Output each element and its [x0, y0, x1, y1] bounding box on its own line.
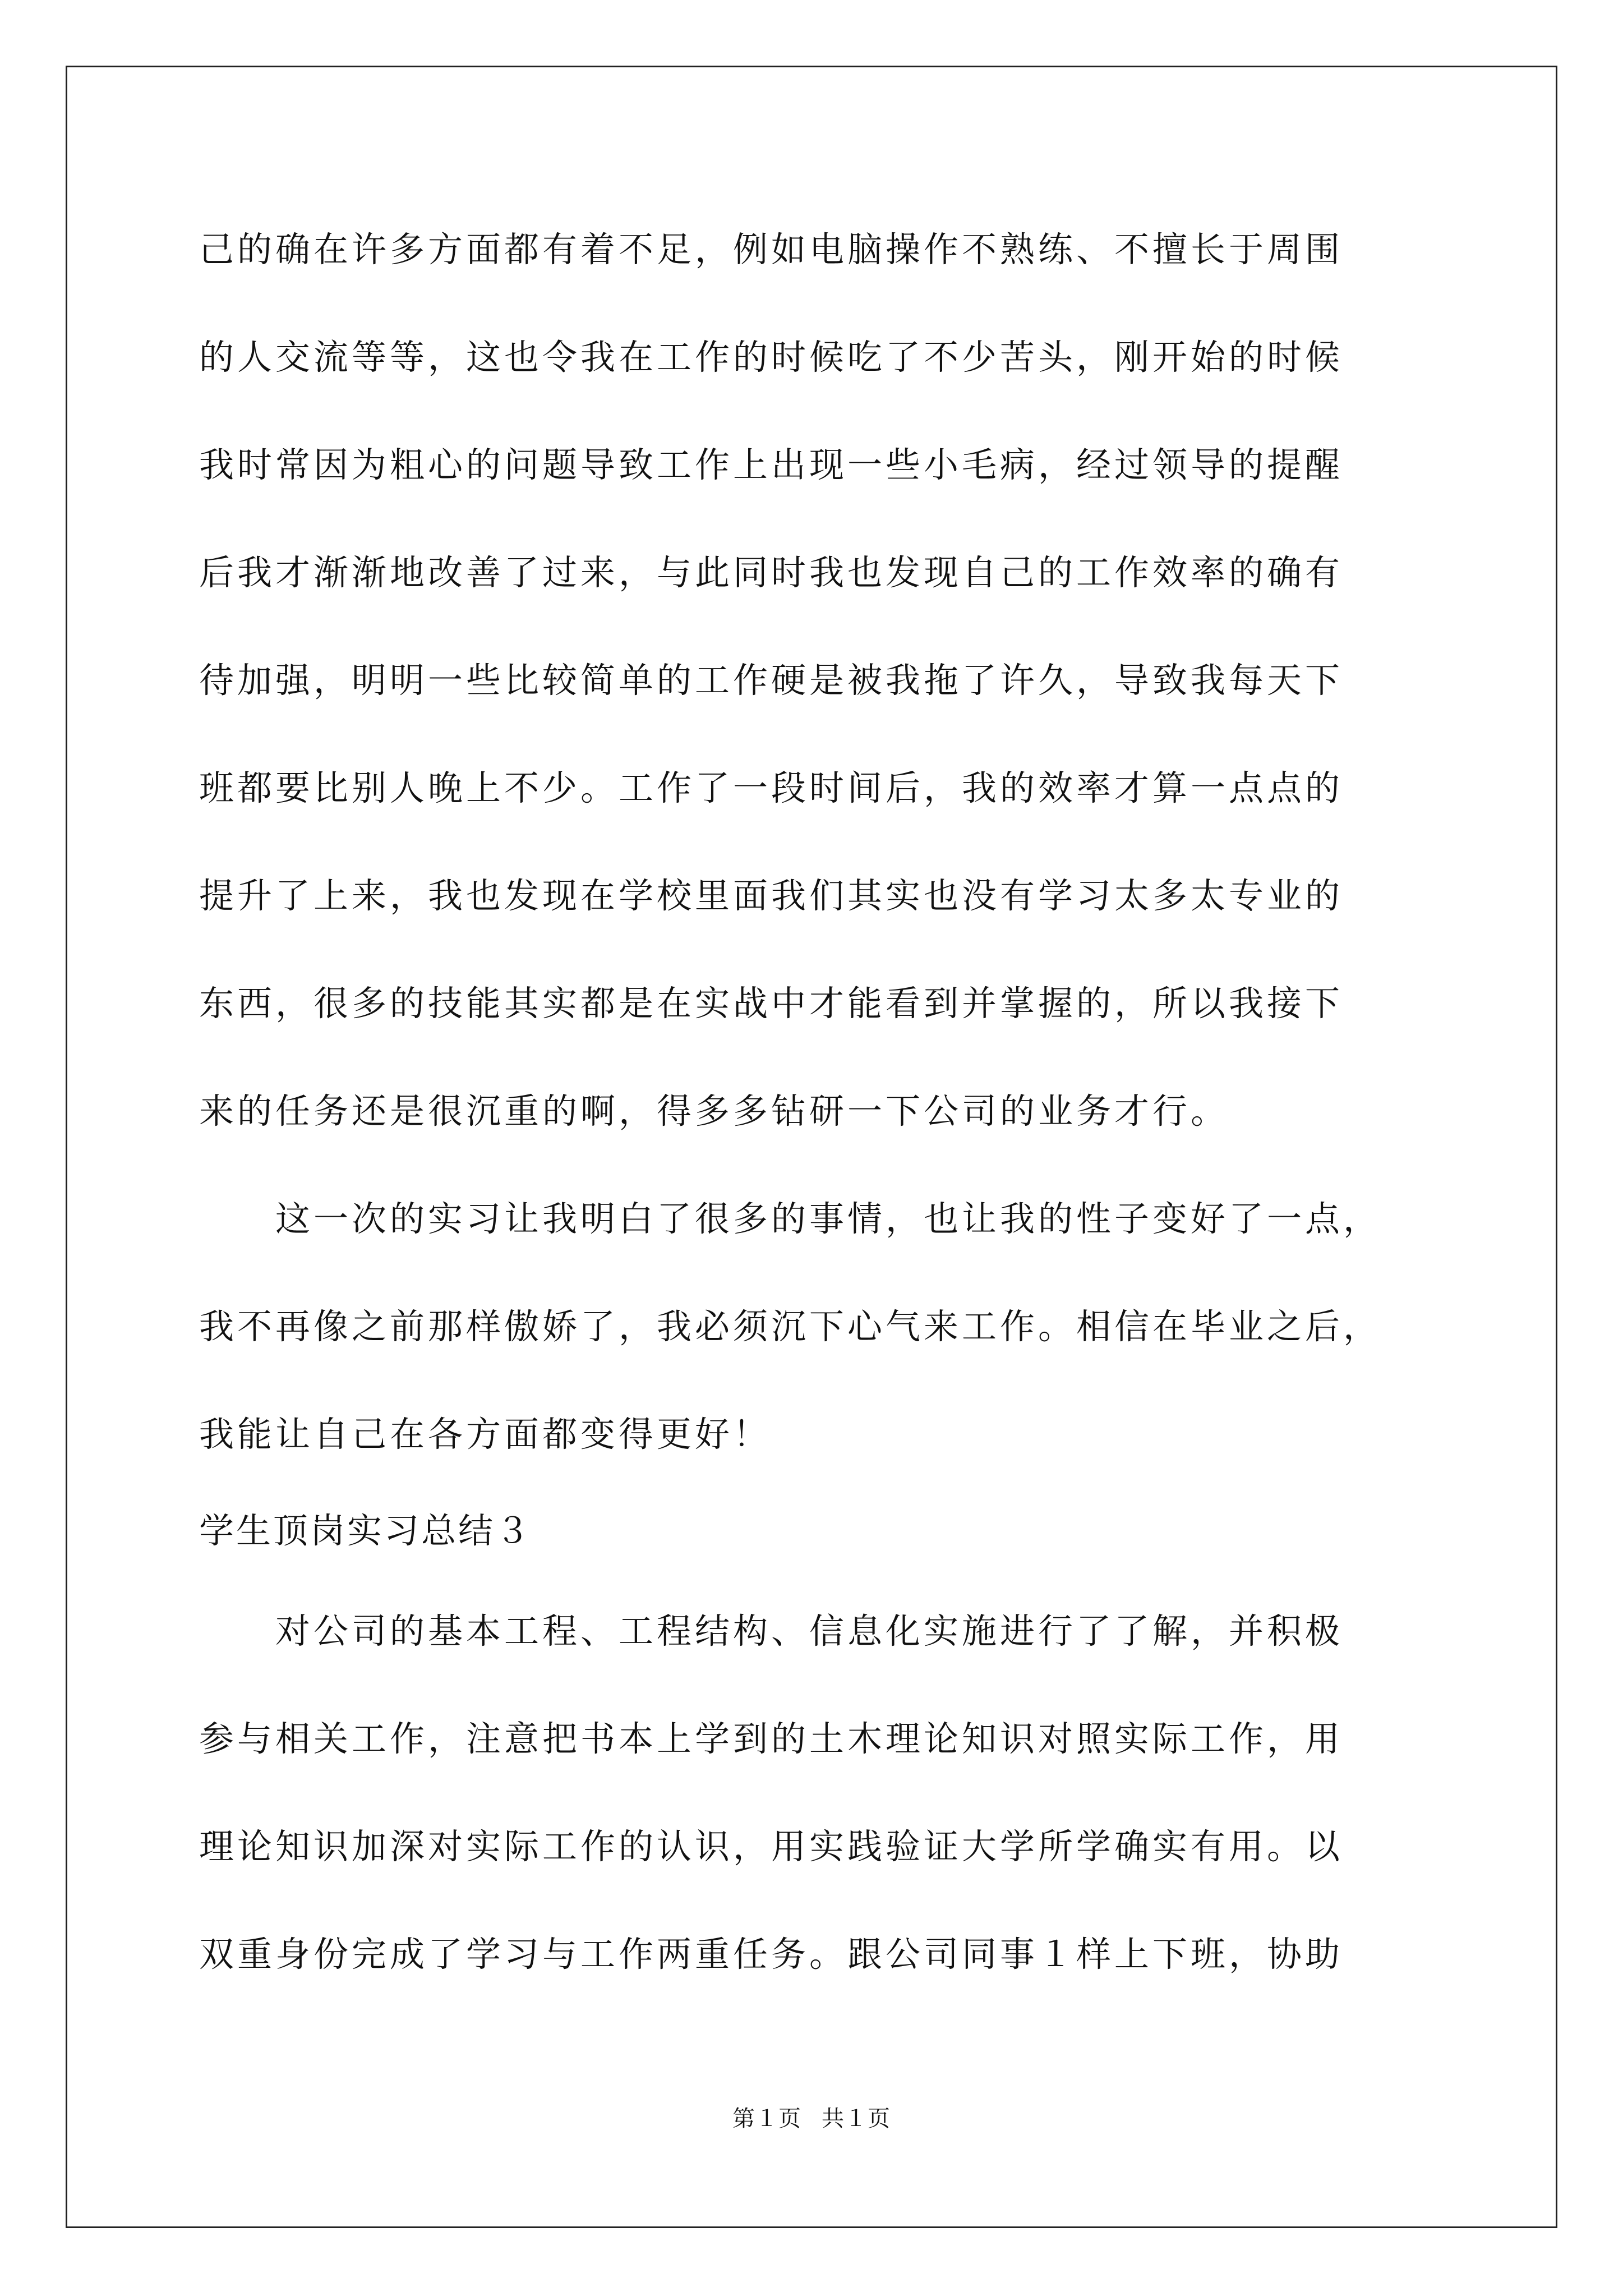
text-line: 的人交流等等，这也令我在工作的时候吃了不少苦头，刚开始的时候 — [199, 337, 1344, 378]
section-heading: 学生顶岗实习总结３ — [199, 1510, 533, 1551]
text-line: 对公司的基本工程、工程结构、信息化实施进行了了解，并积极 — [199, 1611, 1344, 1651]
text-line: 后我才渐渐地改善了过来，与此同时我也发现自己的工作效率的确有 — [199, 552, 1344, 593]
text-line: 我能让自己在各方面都变得更好！ — [199, 1414, 772, 1455]
page-border — [66, 66, 1557, 2228]
page-number: 第１页 — [732, 2106, 801, 2132]
text-line: 提升了上来，我也发现在学校里面我们其实也没有学习太多太专业的 — [199, 875, 1344, 916]
text-line: 班都要比别人晚上不少。工作了一段时间后，我的效率才算一点点的 — [199, 767, 1344, 808]
text-line: 参与相关工作，注意把书本上学到的土木理论知识对照实际工作，用 — [199, 1718, 1344, 1759]
text-line: 我不再像之前那样傲娇了，我必须沉下心气来工作。相信在毕业之后， — [199, 1306, 1382, 1347]
text-line: 待加强，明明一些比较简单的工作硬是被我拖了许久，导致我每天下 — [199, 660, 1344, 701]
page-total: 共１页 — [822, 2106, 891, 2132]
text-line: 东西，很多的技能其实都是在实战中才能看到并掌握的，所以我接下 — [199, 983, 1344, 1024]
text-line: 这一次的实习让我明白了很多的事情，也让我的性子变好了一点， — [199, 1198, 1382, 1239]
text-line: 己的确在许多方面都有着不足，例如电脑操作不熟练、不擅长于周围 — [199, 229, 1344, 270]
text-line: 理论知识加深对实际工作的认识，用实践验证大学所学确实有用。以 — [199, 1826, 1344, 1867]
text-line: 我时常因为粗心的问题导致工作上出现一些小毛病，经过领导的提醒 — [199, 444, 1344, 485]
text-line: 来的任务还是很沉重的啊，得多多钻研一下公司的业务才行。 — [199, 1091, 1229, 1131]
text-line: 双重身份完成了学习与工作两重任务。跟公司同事１样上下班，协助 — [199, 1934, 1344, 1975]
page-footer — [0, 2105, 1623, 2133]
